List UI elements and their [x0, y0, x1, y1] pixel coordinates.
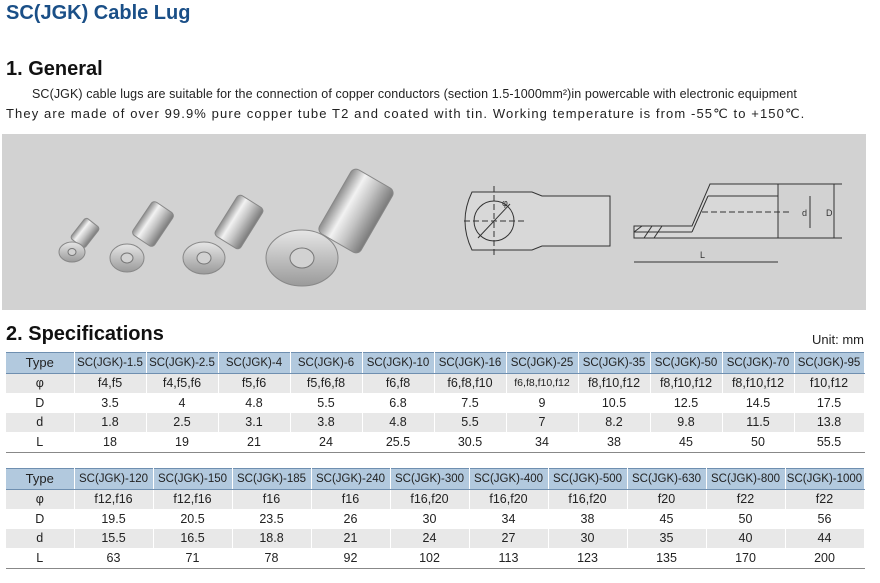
row-label-D: D	[6, 509, 74, 529]
L-cell: 18	[74, 432, 146, 452]
L-cell: 19	[146, 432, 218, 452]
L-cell: 135	[627, 548, 706, 568]
d-cell: 21	[311, 529, 390, 549]
product-illustration-band	[2, 134, 866, 310]
type-cell: SC(JGK)-240	[311, 469, 390, 490]
type-cell: SC(JGK)-25	[506, 353, 578, 374]
d-cell: 5.5	[434, 413, 506, 433]
table-row	[6, 413, 864, 433]
row-label-d: d	[6, 529, 74, 549]
type-cell: SC(JGK)-16	[434, 353, 506, 374]
D-cell: 56	[785, 509, 864, 529]
table-row	[6, 353, 864, 374]
L-cell: 63	[74, 548, 153, 568]
table-row	[6, 373, 864, 393]
phi-dimension-label: φ	[502, 198, 508, 208]
phi-cell: f4,f5,f6	[146, 373, 218, 393]
D-cell: 26	[311, 509, 390, 529]
type-cell: SC(JGK)-50	[650, 353, 722, 374]
D-cell: 9	[506, 393, 578, 413]
d-cell: 30	[548, 529, 627, 549]
type-cell: SC(JGK)-630	[627, 469, 706, 490]
phi-cell: f5,f6	[218, 373, 290, 393]
phi-cell: f16	[311, 489, 390, 509]
D-cell: 6.8	[362, 393, 434, 413]
table-row	[6, 509, 864, 529]
D-cell: 38	[548, 509, 627, 529]
D-cell: 5.5	[290, 393, 362, 413]
D-cell: 34	[469, 509, 548, 529]
spec-table-1	[6, 352, 865, 453]
D-cell: 10.5	[578, 393, 650, 413]
D-cell: 17.5	[794, 393, 864, 413]
d-cell: 18.8	[232, 529, 311, 549]
L-cell: 113	[469, 548, 548, 568]
L-cell: 21	[218, 432, 290, 452]
L-cell: 170	[706, 548, 785, 568]
type-cell: SC(JGK)-35	[578, 353, 650, 374]
row-label-phi: φ	[6, 373, 74, 393]
D-cell: 12.5	[650, 393, 722, 413]
L-cell: 45	[650, 432, 722, 452]
type-cell: SC(JGK)-300	[390, 469, 469, 490]
type-cell: SC(JGK)-2.5	[146, 353, 218, 374]
phi-cell: f16	[232, 489, 311, 509]
page-title: SC(JGK) Cable Lug	[6, 2, 191, 24]
phi-cell: f5,f6,f8	[290, 373, 362, 393]
type-header: Type	[6, 469, 74, 490]
L-cell: 200	[785, 548, 864, 568]
type-header: Type	[6, 353, 74, 374]
D-cell: 7.5	[434, 393, 506, 413]
d-cell: 8.2	[578, 413, 650, 433]
d-cell: 44	[785, 529, 864, 549]
phi-cell: f16,f20	[390, 489, 469, 509]
L-dimension-label: L	[700, 250, 706, 260]
type-cell: SC(JGK)-4	[218, 353, 290, 374]
lug-photo-1	[59, 217, 100, 262]
phi-cell: f12,f16	[153, 489, 232, 509]
d-cell: 11.5	[722, 413, 794, 433]
L-cell: 25.5	[362, 432, 434, 452]
d-cell: 40	[706, 529, 785, 549]
L-cell: 102	[390, 548, 469, 568]
d-cell: 1.8	[74, 413, 146, 433]
type-cell: SC(JGK)-95	[794, 353, 864, 374]
D-dimension-label: D	[826, 208, 833, 218]
phi-cell: f6,f8,f10	[434, 373, 506, 393]
L-cell: 50	[722, 432, 794, 452]
type-cell: SC(JGK)-120	[74, 469, 153, 490]
d-cell: 24	[390, 529, 469, 549]
row-label-L: L	[6, 432, 74, 452]
lug-top-view-drawing	[464, 186, 610, 256]
D-cell: 3.5	[74, 393, 146, 413]
L-cell: 34	[506, 432, 578, 452]
D-cell: 50	[706, 509, 785, 529]
d-cell: 9.8	[650, 413, 722, 433]
D-cell: 20.5	[153, 509, 232, 529]
L-cell: 92	[311, 548, 390, 568]
lug-side-view-drawing	[634, 184, 842, 262]
table-row	[6, 432, 864, 452]
d-cell: 35	[627, 529, 706, 549]
table-row	[6, 469, 864, 490]
row-label-L: L	[6, 548, 74, 568]
L-cell: 71	[153, 548, 232, 568]
L-cell: 38	[578, 432, 650, 452]
phi-cell: f8,f10,f12	[722, 373, 794, 393]
spec-table-2	[6, 468, 865, 569]
table-row	[6, 548, 864, 568]
table-row	[6, 489, 864, 509]
L-cell: 30.5	[434, 432, 506, 452]
d-cell: 16.5	[153, 529, 232, 549]
type-cell: SC(JGK)-1000	[785, 469, 864, 490]
type-cell: SC(JGK)-70	[722, 353, 794, 374]
type-cell: SC(JGK)-6	[290, 353, 362, 374]
D-cell: 45	[627, 509, 706, 529]
D-cell: 4	[146, 393, 218, 413]
phi-cell: f22	[785, 489, 864, 509]
phi-cell: f8,f10,f12	[578, 373, 650, 393]
cable-lug-illustration	[2, 134, 866, 310]
L-cell: 123	[548, 548, 627, 568]
d-cell: 7	[506, 413, 578, 433]
phi-cell: f6,f8,f10,f12	[506, 373, 578, 393]
type-cell: SC(JGK)-1.5	[74, 353, 146, 374]
phi-cell: f16,f20	[548, 489, 627, 509]
phi-cell: f12,f16	[74, 489, 153, 509]
row-label-phi: φ	[6, 489, 74, 509]
D-cell: 23.5	[232, 509, 311, 529]
general-text-line1: SC(JGK) cable lugs are suitable for the connection of copper conductors (section 1.5-1000mm²)in powercable with electronic equipment	[32, 87, 797, 101]
L-cell: 55.5	[794, 432, 864, 452]
phi-cell: f10,f12	[794, 373, 864, 393]
D-cell: 14.5	[722, 393, 794, 413]
D-cell: 30	[390, 509, 469, 529]
phi-cell: f4,f5	[74, 373, 146, 393]
d-cell: 13.8	[794, 413, 864, 433]
phi-cell: f16,f20	[469, 489, 548, 509]
L-cell: 24	[290, 432, 362, 452]
lug-photo-3	[183, 194, 264, 274]
lug-photo-4	[266, 167, 395, 286]
specifications-heading: 2. Specifications	[6, 323, 164, 345]
lug-photo-2	[110, 200, 175, 272]
row-label-d: d	[6, 413, 74, 433]
phi-cell: f8,f10,f12	[650, 373, 722, 393]
d-cell: 4.8	[362, 413, 434, 433]
type-cell: SC(JGK)-185	[232, 469, 311, 490]
phi-cell: f20	[627, 489, 706, 509]
phi-cell: f22	[706, 489, 785, 509]
d-cell: 27	[469, 529, 548, 549]
type-cell: SC(JGK)-500	[548, 469, 627, 490]
d-cell: 2.5	[146, 413, 218, 433]
type-cell: SC(JGK)-150	[153, 469, 232, 490]
D-cell: 4.8	[218, 393, 290, 413]
type-cell: SC(JGK)-10	[362, 353, 434, 374]
type-cell: SC(JGK)-400	[469, 469, 548, 490]
general-heading: 1. General	[6, 58, 103, 80]
table-row	[6, 393, 864, 413]
unit-label: Unit: mm	[812, 332, 864, 347]
L-cell: 78	[232, 548, 311, 568]
table-row	[6, 529, 864, 549]
type-cell: SC(JGK)-800	[706, 469, 785, 490]
D-cell: 19.5	[74, 509, 153, 529]
d-cell: 3.1	[218, 413, 290, 433]
general-text-line2: They are made of over 99.9% pure copper tube T2 and coated with tin. Working temperature is from -55℃ to +150℃.	[6, 106, 806, 121]
d-dimension-label: d	[802, 208, 808, 218]
phi-cell: f6,f8	[362, 373, 434, 393]
row-label-D: D	[6, 393, 74, 413]
d-cell: 15.5	[74, 529, 153, 549]
d-cell: 3.8	[290, 413, 362, 433]
